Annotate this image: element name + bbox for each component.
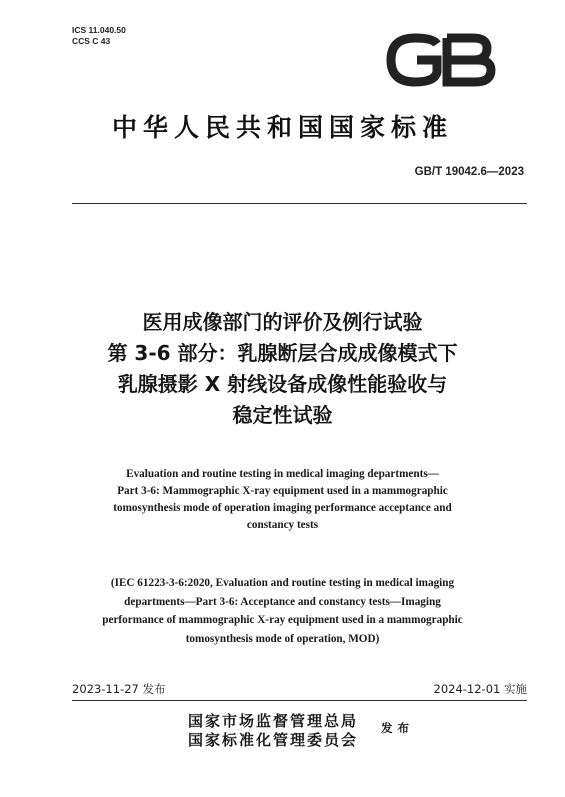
iec-note-line-3: performance of mammographic X-ray equipment used in a mammographic [102,614,463,626]
chinese-title [0,307,565,431]
standard-number: GB/T 19042.6—2023 [414,166,524,178]
issuing-authorities [188,712,358,750]
chinese-title-line-3: 乳腺摄影 X 射线设备成像性能验收与 [117,372,448,396]
gb-logo [385,32,497,88]
iec-note-line-1: (IEC 61223-3-6:2020, Evaluation and routine testing in medical imaging [110,577,455,589]
classification-codes [72,25,126,47]
ics-code: ICS 11.040.50 [72,25,126,35]
english-title-line-1: Evaluation and routine testing in medical imaging departments— [126,468,439,480]
english-title-line-2: Part 3-6: Mammographic X-ray equipment used in a mammographic [117,485,448,497]
iec-reference-note [0,574,565,648]
chinese-title-line-2: 第 3-6 部分：乳腺断层合成成像模式下 [107,341,458,365]
english-title-line-3: tomosynthesis mode of operation imaging performance acceptance and [113,502,452,514]
org-title: 中华人民共和国国家标准 [111,113,453,142]
top-divider [72,203,527,204]
english-title [0,466,565,534]
issuer-samr: 国家市场监督管理总局 [188,712,359,730]
implement-date: 2024-12-01 实施 [433,682,527,696]
publish-label: 发布 [381,721,414,735]
chinese-title-line-4: 稳定性试验 [232,403,333,427]
ccs-code: CCS C 43 [72,36,111,46]
issue-date: 2023-11-27 发布 [72,682,166,696]
issuer-sac: 国家标准化管理委员会 [188,731,359,749]
bottom-divider [72,700,527,701]
chinese-title-line-1: 医用成像部门的评价及例行试验 [142,310,423,334]
iec-note-line-4: tomosynthesis mode of operation, MOD) [185,632,380,645]
iec-note-line-2: departments—Part 3-6: Acceptance and constancy tests—Imaging [124,595,441,608]
english-title-line-4: constancy tests [246,519,319,531]
